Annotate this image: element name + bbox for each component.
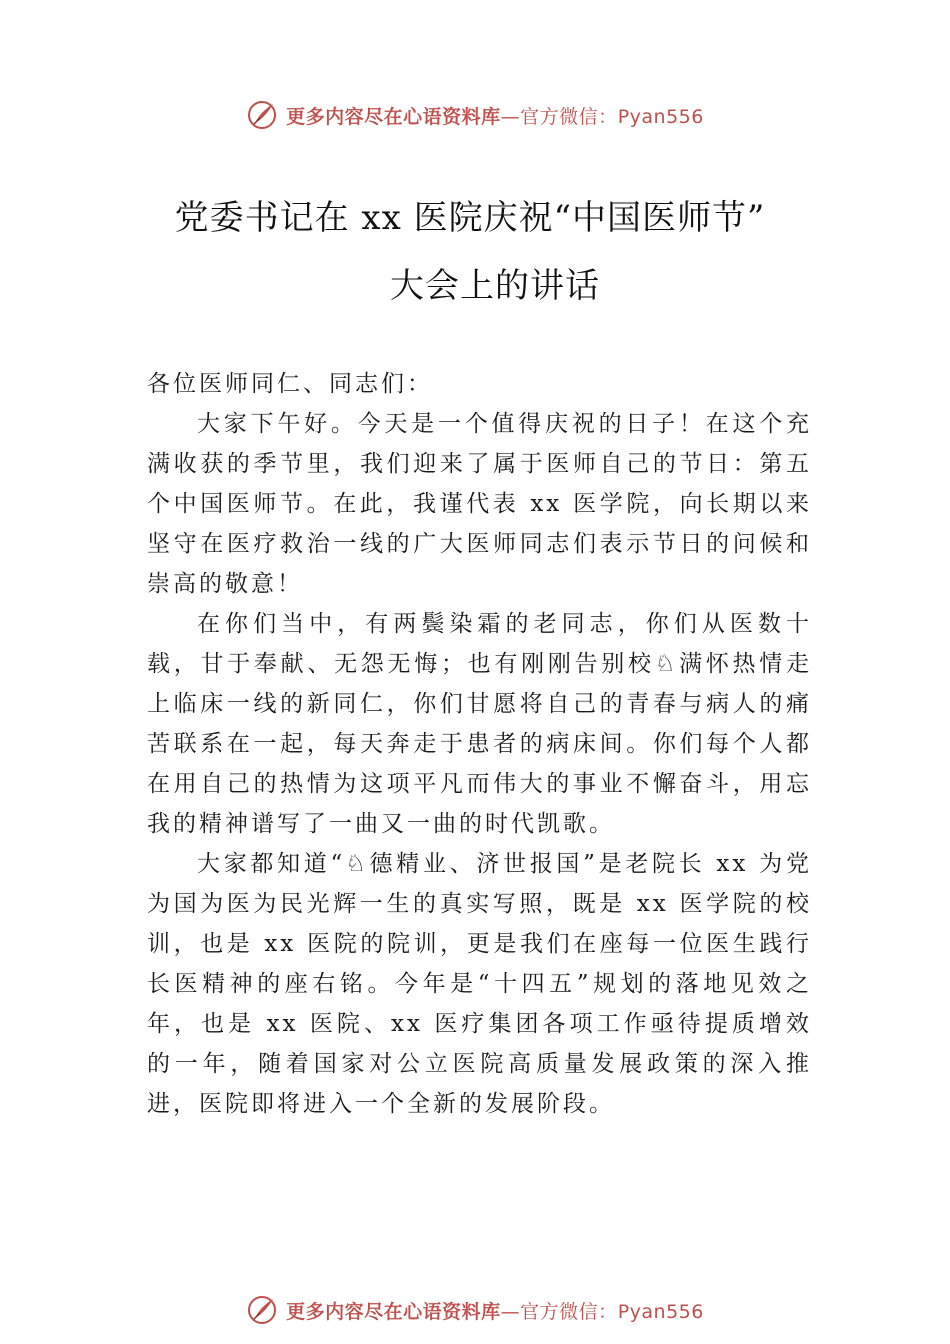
- document-body: [147, 364, 812, 1124]
- paragraph: 大家都知道“♘德精业、济世报国”是老院长 xx 为党为国为医为民光辉一生的真实写照，既是 xx 医学院的校训，也是 xx 医院的院训，更是我们在座每一位医生践行长医精神的座右铭。今年是“十四五”规划的落地见效之年，也是 xx 医院、xx 医疗集团各项工作亟待提质增效的一年，随着国家对公立医院高质量发展政策的深入推进，医院即将进入一个全新的发展阶段。: [147, 851, 812, 1117]
- watermark-brand: 更多内容尽在心语资料库: [286, 1300, 501, 1323]
- salutation: 各位医师同仁、同志们：: [147, 371, 433, 397]
- feather-pen-logo-icon: [246, 99, 278, 131]
- watermark-text: [286, 102, 704, 129]
- footer-watermark: [0, 1290, 950, 1330]
- watermark-separator: —: [500, 1300, 521, 1323]
- watermark-wechat-id: Pyan556: [617, 1300, 704, 1323]
- document-title-line-1: 党委书记在 xx 医院庆祝“中国医师节”: [174, 198, 766, 238]
- watermark-separator: —: [500, 105, 521, 128]
- watermark-wechat-id: Pyan556: [617, 105, 704, 128]
- watermark-label: 官方微信：: [520, 1300, 618, 1323]
- feather-pen-logo-icon: [246, 1294, 278, 1326]
- header-watermark: [0, 95, 950, 135]
- paragraph: 大家下午好。今天是一个值得庆祝的日子！在这个充满收获的季节里，我们迎来了属于医师自己的节日：第五个中国医师节。在此，我谨代表 xx 医学院，向长期以来坚守在医疗救治一线的广大医师同志们表示节日的问候和崇高的敬意！: [147, 411, 812, 597]
- watermark-text: [286, 1297, 704, 1324]
- watermark-brand: 更多内容尽在心语资料库: [286, 105, 501, 128]
- paragraph: 在你们当中，有两鬓染霜的老同志，你们从医数十载，甘于奉献、无怨无悔；也有刚刚告别校♘满怀热情走上临床一线的新同仁，你们甘愿将自己的青春与病人的痛苦联系在一起，每天奔走于患者的病床间。你们每个人都在用自己的热情为这项平凡而伟大的事业不懈奋斗，用忘我的精神谱写了一曲又一曲的时代凯歌。: [147, 611, 812, 837]
- watermark-label: 官方微信：: [520, 105, 618, 128]
- document-title-line-2: 大会上的讲话: [390, 266, 600, 306]
